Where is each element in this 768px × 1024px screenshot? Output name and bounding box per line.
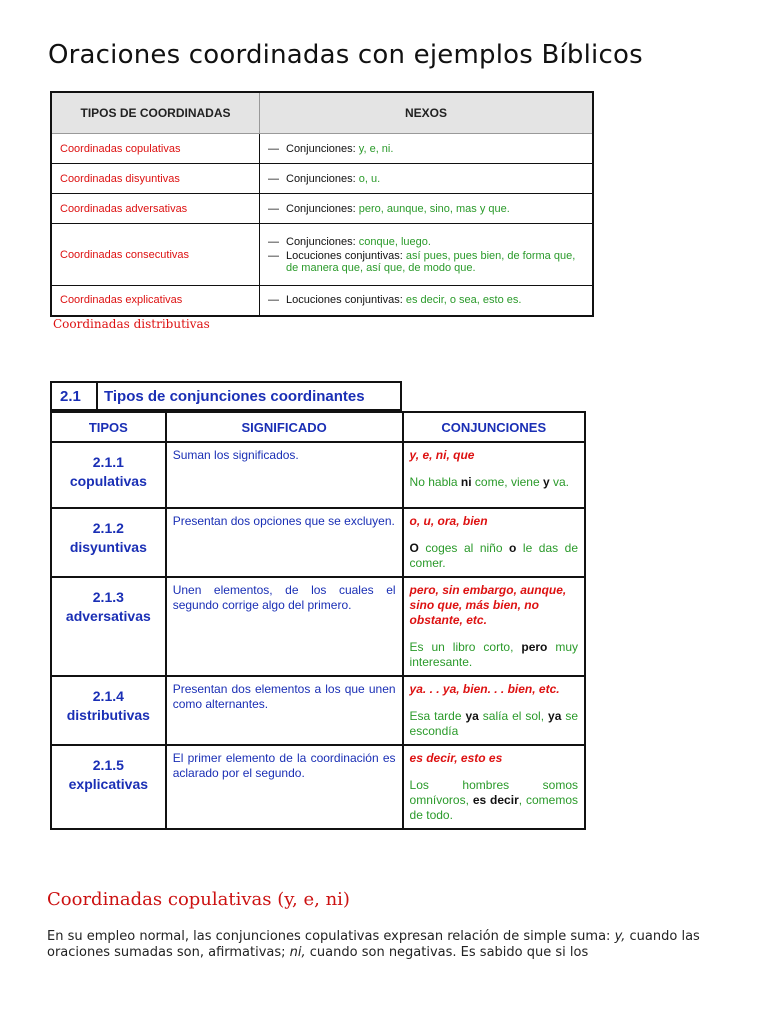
conjunciones-table: [50, 411, 586, 830]
nexos-cell: [260, 164, 594, 194]
tipo-cell: [51, 577, 166, 676]
nexo-label: Conjunciones:: [286, 142, 359, 155]
coordinada-type: Coordinadas explicativas: [51, 286, 260, 316]
conjunciones-table-title: [50, 381, 402, 411]
table-row: [51, 134, 593, 164]
tipo-number: 2.1.2: [92, 520, 124, 536]
nexo-label: Locuciones conjuntivas:: [286, 249, 406, 262]
example-nexo: pero: [521, 640, 548, 654]
tipo-name: adversativas: [65, 608, 151, 624]
dash-icon: —: [268, 142, 279, 155]
conjunciones-cell: [403, 508, 585, 577]
table-row: [51, 577, 585, 676]
example-nexo: O: [409, 541, 419, 555]
nexos-cell: [260, 224, 594, 286]
header-conjunciones: CONJUNCIONES: [403, 412, 585, 442]
example-nexo: ni: [460, 475, 472, 489]
nexo-text: [286, 250, 584, 274]
conjunciones-cell: [403, 676, 585, 745]
conjunciones-cell: [403, 577, 585, 676]
header-significado: SIGNIFICADO: [166, 412, 403, 442]
header-tipos: TIPOS DE COORDINADAS: [51, 92, 260, 134]
dash-icon: —: [268, 294, 279, 307]
table-row: [51, 745, 585, 829]
nexo-text: [286, 173, 380, 185]
coordinada-type: Coordinadas copulativas: [51, 134, 260, 164]
page-title: Oraciones coordinadas con ejemplos Bíblicos: [48, 40, 643, 70]
tipo-number: 2.1.5: [92, 757, 124, 773]
nexo-value: pero, aunque, sino, mas y que.: [358, 202, 510, 215]
nexo-text: [286, 236, 431, 248]
tipo-number: 2.1.4: [92, 688, 124, 704]
example-nexo: o: [509, 541, 517, 555]
conjunciones-list: es decir, esto es: [409, 751, 503, 765]
conjunciones-list: o, u, ora, bien: [409, 514, 488, 528]
table-row: [51, 286, 593, 316]
nexo-value: es decir, o sea, esto es.: [405, 294, 522, 307]
nexo-line: [268, 294, 584, 306]
nexo-text: [286, 294, 521, 306]
nexo-value: conque, luego.: [358, 235, 431, 248]
nexo-line: [268, 203, 584, 215]
example-sentence: Esa tarde ya salía el sol, ya se escondía: [409, 709, 578, 738]
example-sentence: No habla ni come, viene y va.: [409, 475, 569, 489]
nexos-cell: [260, 134, 594, 164]
nexo-value: así pues, pues bien, de forma que, de manera que, así que, de modo que.: [286, 249, 576, 274]
nexo-label: Locuciones conjuntivas:: [286, 294, 406, 307]
significado-cell: Suman los significados.: [166, 442, 403, 508]
italic-term: ni,: [289, 945, 306, 960]
dash-icon: —: [268, 202, 279, 215]
nexo-label: Conjunciones:: [286, 172, 359, 185]
tipo-name: explicativas: [68, 776, 149, 792]
body-paragraph: En su empleo normal, las conjunciones copulativas expresan relación de simple suma: y, cuando las oraciones sumadas son, afirmativas; ni, cuando son negativas. Es sabido que si los: [47, 929, 700, 960]
significado-cell: Presentan dos opciones que se excluyen.: [166, 508, 403, 577]
tipo-name: copulativas: [69, 473, 147, 489]
coordinada-type: Coordinadas disyuntivas: [51, 164, 260, 194]
coordinada-type: Coordinadas adversativas: [51, 194, 260, 224]
example-sentence: Los hombres somos omnívoros, es decir, comemos de todo.: [409, 778, 578, 822]
nexo-value: y, e, ni.: [358, 142, 394, 155]
tipo-cell: [51, 676, 166, 745]
tipo-number: 2.1.1: [92, 454, 124, 470]
tipo-number: 2.1.3: [92, 589, 124, 605]
conjunciones-list: y, e, ni, que: [409, 448, 475, 462]
table-row: [51, 442, 585, 508]
nexo-line: [268, 173, 584, 185]
coordinadas-table: [50, 91, 594, 317]
tipo-cell: [51, 508, 166, 577]
conjunciones-cell: [403, 745, 585, 829]
nexo-value: o, u.: [358, 172, 381, 185]
header-tipos: TIPOS: [51, 412, 166, 442]
example-nexo: es decir: [472, 793, 519, 807]
nexo-text: [286, 203, 510, 215]
table-row: [51, 224, 593, 286]
italic-term: y,: [614, 929, 626, 944]
nexos-cell: [260, 194, 594, 224]
table-row: [51, 164, 593, 194]
tipo-name: disyuntivas: [69, 539, 147, 555]
example-nexo: ya: [465, 709, 479, 723]
coordinada-type: Coordinadas consecutivas: [51, 224, 260, 286]
significado-cell: El primer elemento de la coordinación es aclarado por el segundo.: [166, 745, 403, 829]
tipo-cell: [51, 442, 166, 508]
nexos-cell: [260, 286, 594, 316]
example-nexo: y: [542, 475, 550, 489]
table-row: [51, 508, 585, 577]
tipo-cell: [51, 745, 166, 829]
example-nexo: ya: [548, 709, 562, 723]
nexo-label: Conjunciones:: [286, 235, 359, 248]
example-sentence: Es un libro corto, pero muy interesante.: [409, 640, 578, 669]
table-caption: Coordinadas distributivas: [53, 317, 210, 331]
dash-icon: —: [268, 172, 279, 185]
nexo-text: [286, 143, 393, 155]
section-title: Tipos de conjunciones coordinantes: [104, 387, 365, 405]
example-sentence: O coges al niño o le das de comer.: [409, 541, 578, 570]
table-row: [51, 676, 585, 745]
conjunciones-list: ya. . . ya, bien. . . bien, etc.: [409, 682, 560, 696]
header-nexos: NEXOS: [260, 92, 594, 134]
tipo-name: distributivas: [66, 707, 150, 723]
nexo-label: Conjunciones:: [286, 202, 359, 215]
conjunciones-cell: [403, 442, 585, 508]
dash-icon: —: [268, 249, 279, 262]
dash-icon: —: [268, 235, 279, 248]
nexo-line: [268, 143, 584, 155]
significado-cell: Presentan dos elementos a los que unen como alternantes.: [166, 676, 403, 745]
nexo-line: [268, 250, 584, 274]
conjunciones-list: pero, sin embargo, aunque, sino que, más bien, no obstante, etc.: [409, 583, 567, 627]
nexo-line: [268, 236, 584, 248]
significado-cell: Unen elementos, de los cuales el segundo corrige algo del primero.: [166, 577, 403, 676]
section-heading: Coordinadas copulativas (y, e, ni): [47, 889, 350, 910]
table-row: [51, 194, 593, 224]
section-number: 2.1: [52, 383, 98, 409]
